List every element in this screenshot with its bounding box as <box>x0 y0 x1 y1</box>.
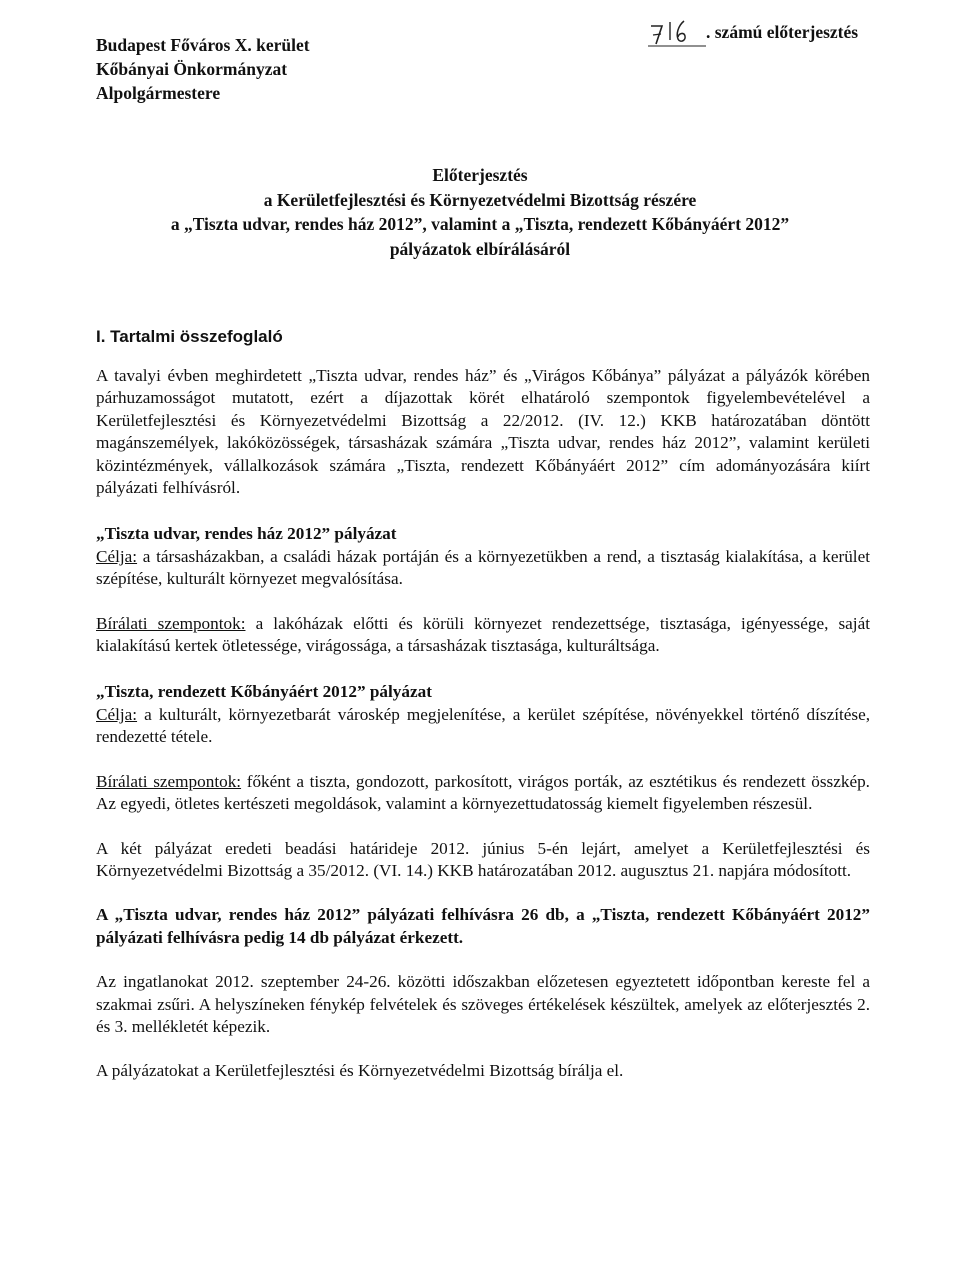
p1-criteria <box>96 613 870 658</box>
handwritten-number <box>648 18 708 48</box>
title-block <box>100 163 860 261</box>
p1-criteria-label: Bírálati szempontok: <box>96 613 246 633</box>
p2-criteria <box>96 771 870 816</box>
closing-paragraph: A pályázatokat a Kerületfejlesztési és Környezetvédelmi Bizottság bírálja el. <box>96 1061 624 1081</box>
body-text <box>96 365 870 1083</box>
p2-criteria-text: főként a tiszta, gondozott, parkosított, virágos porták, az esztétikus és rendezett összkép. Az egyedi, ötletes kertészeti megoldások, valamint a környezettudatosság kiemelt figyelemben részesül. <box>96 771 870 814</box>
deadline-paragraph: A két pályázat eredeti beadási határideje 2012. június 5-én lejárt, amelyet a Kerületfejlesztési és Környezetvédelmi Bizottság a 35/2012. (VI. 14.) KKB határozatában 2012. augusztus 21. napjára módosított. <box>96 838 870 880</box>
section-heading: I. Tartalmi összefoglaló <box>96 327 283 346</box>
result-paragraph: A „Tiszta udvar, rendes ház 2012” pályázati felhívásra 26 db, a „Tiszta, rendezett Kőbányáért 2012” pályázati felhívásra pedig 14 db pályázat érkezett. <box>96 905 870 947</box>
intro-paragraph: A tavalyi évben meghirdetett „Tiszta udvar, rendes ház” és „Virágos Kőbánya” pályázat a pályázók körében párhuzamosságot mutatott, ezért a díjazottak körét elhatároló szempontok figyelembevételével a Kerületfejlesztési és Környezetvédelmi Bizottság a 22/2012. (IV. 12.) KKB határozatában döntött magánszemélyek, lakóközösségek, társasházak számára „Tiszta udvar, rendes ház 2012”, valamint kerületi közintézmények, vállalkozások számára „Tiszta, rendezett Kőbányáért 2012” cím adományozására kiírt pályázati felhívásról. <box>96 366 870 498</box>
issuer-line-1: Budapest Főváros X. kerület <box>96 35 310 55</box>
p2-goal <box>96 704 870 749</box>
issuer-line-2: Kőbányai Önkormányzat <box>96 59 288 79</box>
p1-criteria-text: a lakóházak előtti és körüli környezet rendezettsége, tisztasága, igényessége, saját kialakítású kertek ötletessége, virágossága, a társasházak tisztasága, kulturáltsága. <box>96 613 870 656</box>
p1-goal-text: a társasházakban, a családi házak portáján és a környezetükben a rend, a tisztaság kialakítása, a kerület szépítése, kulturált környezet megvalósítása. <box>96 546 870 589</box>
p2-criteria-label: Bírálati szempontok: <box>96 771 242 791</box>
docnum-label: . számú előterjesztés <box>706 22 859 42</box>
p2-title: „Tiszta, rendezett Kőbányáért 2012” pályázat <box>96 682 432 702</box>
p2-goal-label: Célja: <box>96 704 138 724</box>
p2-goal-text: a kulturált, környezetbarát városkép megjelenítése, a kerület szépítése, növényekkel történő díszítése, rendezetté tétele. <box>96 704 870 747</box>
issuer-block <box>96 33 310 105</box>
p1-goal-label: Célja: <box>96 546 138 566</box>
visit-paragraph: Az ingatlanokat 2012. szeptember 24-26. közötti időszakban előzetesen egyeztetett időpontban kereste fel a szakmai zsűri. A helyszíneken fénykép felvételek és szöveges értékelések készültek, amelyek az előterjesztés 2. és 3. mellékletét képezik. <box>96 972 870 1036</box>
p1-goal <box>96 546 870 591</box>
title-line-4: pályázatok elbírálásáról <box>389 238 571 259</box>
p1-title: „Tiszta udvar, rendes ház 2012” pályázat <box>96 524 397 544</box>
issuer-line-3: Alpolgármestere <box>96 83 221 103</box>
title-line-2: a Kerületfejlesztési és Környezetvédelmi Bizottság részére <box>263 189 697 210</box>
title-line-1: Előterjesztés <box>432 165 528 185</box>
document-number <box>648 18 908 48</box>
title-line-3: a „Tiszta udvar, rendes ház 2012”, valamint a „Tiszta, rendezett Kőbányáért 2012” <box>170 214 790 234</box>
